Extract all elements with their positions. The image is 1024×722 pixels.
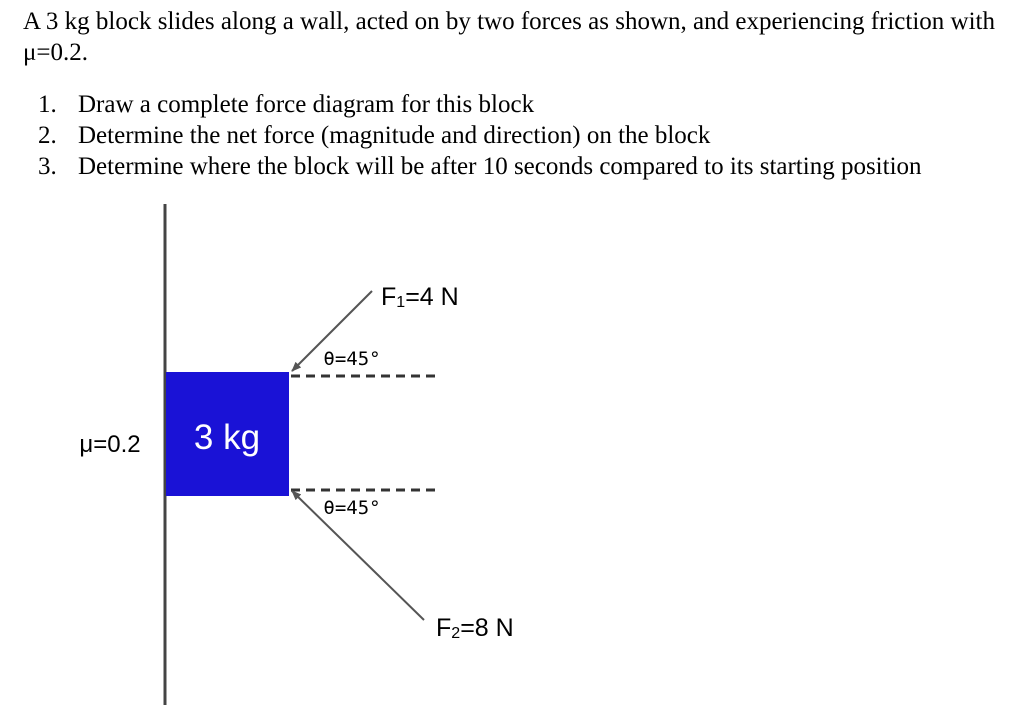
question-number: 2.	[38, 122, 57, 149]
force1-symbol: F	[381, 283, 397, 311]
friction-coefficient-label: μ=0.2	[79, 431, 141, 458]
question-text: Determine the net force (magnitude and direction) on the block	[78, 122, 711, 149]
force2-subscript: 2	[451, 625, 461, 642]
question-text: Determine where the block will be after 10 seconds compared to its starting position	[78, 153, 922, 180]
force1-angle-label: θ=45°	[323, 348, 381, 370]
force1-subscript: 1	[396, 294, 406, 311]
force1-label	[381, 283, 459, 311]
force2-symbol: F	[436, 614, 452, 642]
question-number: 1.	[38, 91, 57, 118]
force1-value: =4 N	[405, 283, 459, 311]
force2-label	[436, 614, 514, 642]
problem-statement: A 3 kg block slides along a wall, acted on by two forces as shown, and experiencing friction with μ=0.2.	[23, 8, 995, 66]
force2-angle-label: θ=45°	[323, 497, 381, 519]
question-text: Draw a complete force diagram for this block	[78, 91, 535, 118]
block-mass-label: 3 kg	[193, 418, 261, 457]
force2-value: =8 N	[460, 614, 514, 642]
question-number: 3.	[38, 153, 57, 180]
